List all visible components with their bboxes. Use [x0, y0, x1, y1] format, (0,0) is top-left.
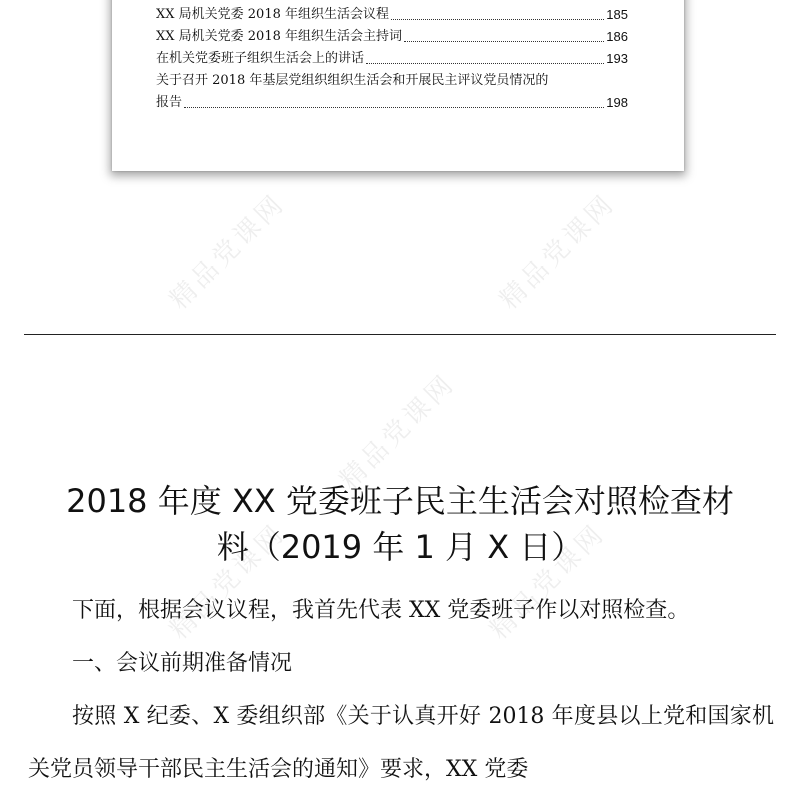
page-divider: [24, 334, 776, 335]
toc-leader-dots: [184, 107, 604, 108]
toc-entry-line2[interactable]: [156, 92, 628, 114]
watermark: 精品党课网: [334, 368, 462, 496]
toc-leader-dots: [366, 63, 604, 64]
toc-list: [156, 4, 628, 114]
toc-leader-dots: [404, 41, 604, 42]
toc-leader-dots: [391, 19, 604, 20]
toc-entry-title-continued: 报告: [156, 95, 183, 110]
toc-entry-title: 在机关党委班子组织生活会上的讲话: [156, 51, 365, 66]
toc-entry[interactable]: [156, 4, 628, 26]
toc-entry-line1[interactable]: [156, 70, 628, 92]
watermark: 精品党课网: [484, 518, 612, 646]
section-heading: 一、会议前期准备情况: [72, 651, 293, 676]
document-body: [28, 584, 774, 796]
toc-entry-page: 193: [606, 51, 628, 66]
body-paragraph: 按照 X 纪委、X 委组织部《关于认真开好 2018 年度县以上党和国家机关党员领导干部民主生活会的通知》要求，XX 党委: [28, 704, 774, 782]
document-title-line2: 料（2019 年 1 月 X 日）: [216, 528, 584, 566]
document-title: [20, 478, 780, 570]
toc-entry[interactable]: [156, 26, 628, 48]
toc-page: [112, 0, 684, 171]
toc-entry-title: 关于召开 2018 年基层党组织组织生活会和开展民主评议党员情况的: [156, 73, 549, 88]
watermark: 精品党课网: [494, 188, 622, 316]
watermark: 精品党课网: [164, 188, 292, 316]
document-title-line1: 2018 年度 XX 党委班子民主生活会对照检查材: [66, 482, 734, 520]
toc-entry-page: 198: [606, 95, 628, 110]
toc-entry-title: XX 局机关党委 2018 年组织生活会议程: [156, 7, 389, 22]
toc-entry-page: 185: [606, 7, 628, 22]
toc-entry[interactable]: [156, 48, 628, 70]
watermark: 精品党课网: [164, 518, 292, 646]
toc-entry-title: XX 局机关党委 2018 年组织生活会主持词: [156, 29, 402, 44]
body-paragraph: 下面，根据会议议程，我首先代表 XX 党委班子作以对照检查。: [72, 598, 690, 623]
toc-entry-page: 186: [606, 29, 628, 44]
